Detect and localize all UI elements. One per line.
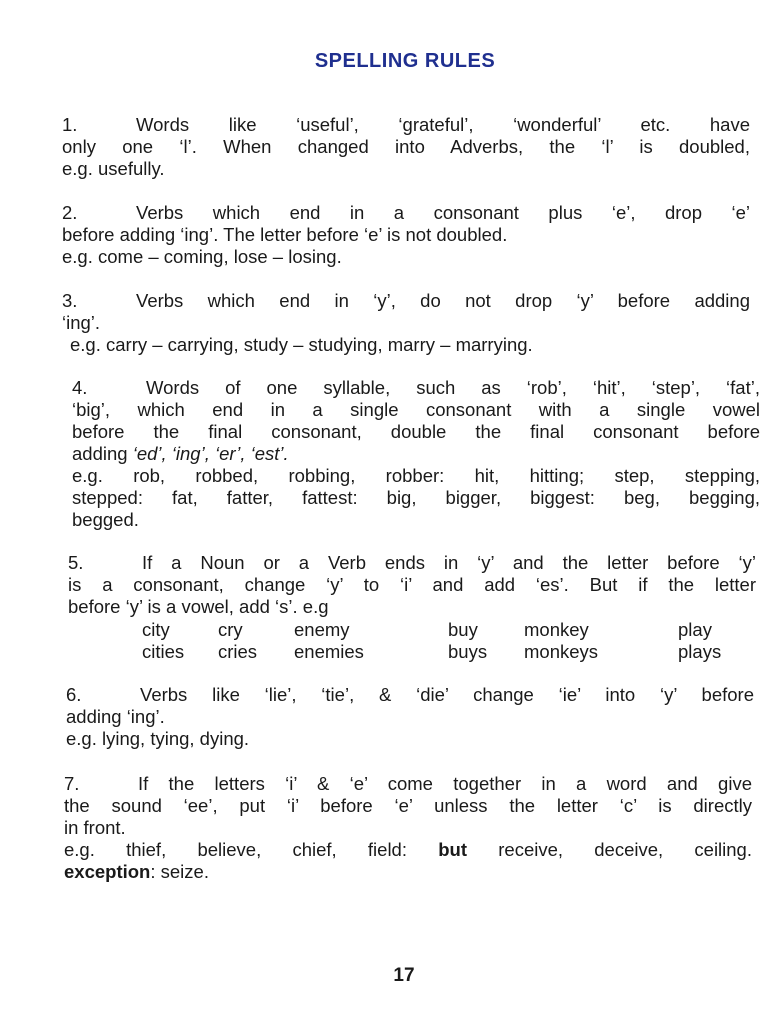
rule-example-text: receive, deceive, ceiling. (467, 839, 752, 860)
rule-text: before adding ‘ing’. The letter before ‘e’ is not doubled. (62, 224, 508, 245)
rule-text: adding ‘ing’. (66, 706, 165, 727)
word-cell: monkeys (524, 641, 599, 662)
rule-text: Words of one syllable, such as ‘rob’, ‘hit’, ‘step’, ‘fat’, (146, 377, 760, 398)
rule-text: If a Noun or a Verb ends in ‘y’ and the letter before ‘y’ (142, 552, 756, 573)
word-cell: buys (448, 641, 488, 662)
word-cell: buy (448, 619, 478, 640)
rule-example: e.g. usefully. (62, 158, 165, 179)
rule-example: begged. (72, 509, 139, 530)
page-number: 17 (393, 965, 415, 986)
word-cell: plays (678, 641, 722, 662)
word-cell: play (678, 619, 712, 640)
rule-5 (68, 552, 756, 663)
rule-number: 2. (62, 202, 78, 223)
rule-text: ‘ing’. (62, 312, 101, 333)
word-cell: monkey (524, 619, 589, 640)
rule-number: 5. (68, 552, 84, 573)
rule-exception (64, 861, 752, 883)
word-cell: enemy (294, 619, 350, 640)
word-cell: cities (142, 641, 185, 662)
rule-text: the sound ‘ee’, put ‘i’ before ‘e’ unless the letter ‘c’ is directly (64, 795, 752, 816)
singular-row (142, 619, 721, 641)
rule-7 (64, 773, 752, 883)
rule-text: Verbs which end in ‘y’, do not drop ‘y’ before adding (136, 290, 750, 311)
rule-text: Verbs which end in a consonant plus ‘e’, drop ‘e’ (136, 202, 750, 223)
rule-number: 7. (64, 773, 80, 794)
rule-text: Verbs like ‘lie’, ‘tie’, & ‘die’ change ‘ie’ into ‘y’ before (140, 684, 754, 705)
rule-emphasis: but (438, 839, 467, 860)
rule-number: 3. (62, 290, 78, 311)
rule-text: only one ‘l’. When changed into Adverbs, the ‘l’ is doubled, (62, 136, 750, 157)
rule-suffixes: ‘ed’, ‘ing’, ‘er’, ‘est’. (132, 443, 289, 464)
word-cell: enemies (294, 641, 364, 662)
rule-text: ‘big’, which end in a single consonant with a single vowel (72, 399, 760, 420)
rule-6 (66, 684, 754, 750)
rule-number: 4. (72, 377, 88, 398)
word-cell: cries (218, 641, 258, 662)
rule-example: e.g. carry – carrying, study – studying, marry – marrying. (70, 334, 533, 355)
rule-1 (62, 114, 750, 180)
rule-example: stepped: fat, fatter, fattest: big, bigger, biggest: beg, begging, (72, 487, 760, 508)
rule-text: adding (72, 443, 133, 464)
rule-text: Words like ‘useful’, ‘grateful’, ‘wonderful’ etc. have (136, 114, 750, 135)
rule-text: If the letters ‘i’ & ‘e’ come together in a word and give (138, 773, 752, 794)
plural-examples-table (142, 619, 721, 663)
rule-text: before the final consonant, double the final consonant before (72, 421, 760, 442)
rule-example: e.g. lying, tying, dying. (66, 728, 250, 749)
rule-example: e.g. rob, robbed, robbing, robber: hit, hitting; step, stepping, (72, 465, 760, 486)
rule-3 (62, 290, 750, 356)
plural-row (142, 641, 721, 663)
page-title: SPELLING RULES (314, 50, 496, 72)
rule-text: in front. (64, 817, 126, 838)
word-cell: cry (218, 619, 243, 640)
rule-example (64, 839, 752, 861)
rule-example: e.g. come – coming, lose – losing. (62, 246, 342, 267)
rule-exception-text: : seize. (150, 861, 209, 882)
rule-example-text: e.g. thief, believe, chief, field: (64, 839, 439, 860)
rule-emphasis: exception (64, 861, 151, 882)
word-cell: city (142, 619, 170, 640)
rule-number: 6. (66, 684, 82, 705)
rule-number: 1. (62, 114, 78, 135)
rule-text: before ‘y’ is a vowel, add ‘s’. e.g (68, 596, 329, 617)
rule-text: is a consonant, change ‘y’ to ‘i’ and add ‘es’. But if the letter (68, 574, 756, 595)
rule-4 (72, 377, 760, 531)
rule-2 (62, 202, 750, 268)
